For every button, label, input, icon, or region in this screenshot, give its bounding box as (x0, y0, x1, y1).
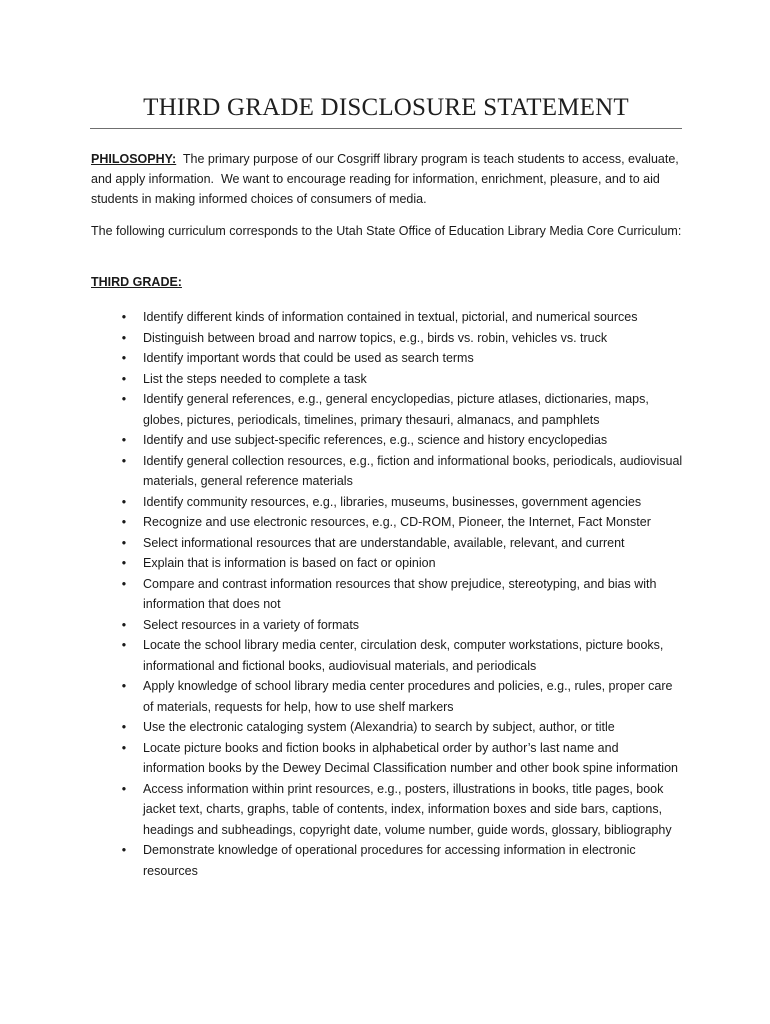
list-item (91, 533, 683, 554)
list-item (91, 430, 683, 451)
list-item-text: Select resources in a variety of formats (143, 617, 360, 632)
list-item-text: Explain that is information is based on fact or opinion (143, 556, 436, 570)
list-item-text: Select informational resources that are understandable, available, relevant, and current (143, 535, 625, 550)
list-item (91, 676, 683, 717)
list-item (91, 307, 683, 328)
list-item (91, 615, 683, 636)
list-item (91, 574, 683, 615)
list-item (91, 389, 683, 430)
bullet-icon: • (121, 781, 127, 796)
bullet-icon: • (121, 638, 127, 652)
list-item-text: Locate the school library media center, circulation desk, computer workstations, picture books, informational and fictional books, audiovisual materials, and periodicals (143, 638, 664, 673)
list-item-text: List the steps needed to complete a task (143, 371, 367, 386)
list-item-text: Identify different kinds of information contained in textual, pictorial, and numerical sources (143, 310, 638, 324)
section-heading: THIRD GRADE: (91, 275, 182, 289)
philosophy-text: The primary purpose of our Cosgriff library program is teach students to access, evaluate, and apply information. We want to encourage reading for information, enrichment, pleasure, and to aid students in making informed choices of consumers of media. (91, 152, 683, 206)
list-item (91, 369, 683, 390)
bullet-icon: • (121, 679, 127, 693)
bullet-icon: • (121, 351, 127, 365)
bullet-icon: • (121, 515, 127, 529)
list-item-text: Identify and use subject-specific references, e.g., science and history encyclopedias (143, 433, 608, 447)
list-item (91, 492, 683, 513)
list-item (91, 328, 683, 349)
bullet-icon: • (121, 392, 127, 406)
bullet-icon: • (121, 310, 127, 324)
list-item-text: Recognize and use electronic resources, e.g., CD-ROM, Pioneer, the Internet, Fact Monster (143, 515, 651, 529)
list-item-text: Compare and contrast information resources that show prejudice, stereotyping, and bias with information that does not (143, 576, 657, 611)
list-item (91, 717, 683, 738)
bullet-icon: • (121, 453, 127, 468)
list-item-text: Apply knowledge of school library media center procedures and policies, e.g., rules, proper care of materials, requests for help, how to use shelf markers (143, 679, 673, 714)
bullet-icon: • (121, 433, 127, 447)
title-divider (90, 128, 682, 129)
list-item (91, 553, 683, 574)
list-item (91, 451, 683, 492)
list-item-text: Distinguish between broad and narrow topics, e.g., birds vs. robin, vehicles vs. truck (143, 330, 608, 345)
bullet-icon: • (121, 617, 127, 632)
bullet-icon: • (121, 556, 127, 570)
list-item-text: Demonstrate knowledge of operational procedures for accessing information in electronic resources (143, 843, 636, 878)
bullet-icon: • (121, 371, 127, 386)
list-item (91, 348, 683, 369)
bullet-icon: • (121, 494, 127, 509)
list-item-text: Identify community resources, e.g., libraries, museums, businesses, government agencies (143, 494, 642, 509)
list-item (91, 840, 683, 881)
list-item (91, 738, 683, 779)
bullet-icon: • (121, 720, 127, 734)
list-item-text: Use the electronic cataloging system (Alexandria) to search by subject, author, or title (143, 720, 615, 734)
list-item-text: Identify general references, e.g., general encyclopedias, picture atlases, dictionaries, maps, globes, pictures, periodicals, timelines, primary thesauri, almanacs, and pamphlets (143, 392, 649, 427)
list-item-text: Locate picture books and fiction books in alphabetical order by author’s last name and information books by the Dewey Decimal Classification number and other book spine information (143, 740, 678, 775)
bullet-icon: • (121, 576, 127, 591)
philosophy-paragraph (91, 149, 683, 209)
list-item-text: Identify important words that could be used as search terms (143, 351, 474, 365)
bullet-icon: • (121, 740, 127, 755)
bullet-icon: • (121, 843, 127, 857)
list-item-text: Identify general collection resources, e.g., fiction and informational books, periodicals, audiovisual materials, general reference materials (143, 453, 683, 488)
list-item-text: Access information within print resources, e.g., posters, illustrations in books, title pages, book jacket text, charts, graphs, table of contents, index, information boxes and side bars, captions, headings and subheadings, copyright date, volume number, guide words, glossary, bibliography (143, 781, 672, 837)
document-title: THIRD GRADE DISCLOSURE STATEMENT (143, 94, 629, 121)
list-item (91, 779, 683, 841)
bullet-icon: • (121, 330, 127, 345)
curriculum-intro: The following curriculum corresponds to the Utah State Office of Education Library Media Core Curriculum: (91, 224, 682, 238)
curriculum-list (91, 307, 683, 881)
list-item (91, 635, 683, 676)
philosophy-label: PHILOSOPHY: (91, 152, 177, 166)
list-item (91, 512, 683, 533)
bullet-icon: • (121, 535, 127, 550)
